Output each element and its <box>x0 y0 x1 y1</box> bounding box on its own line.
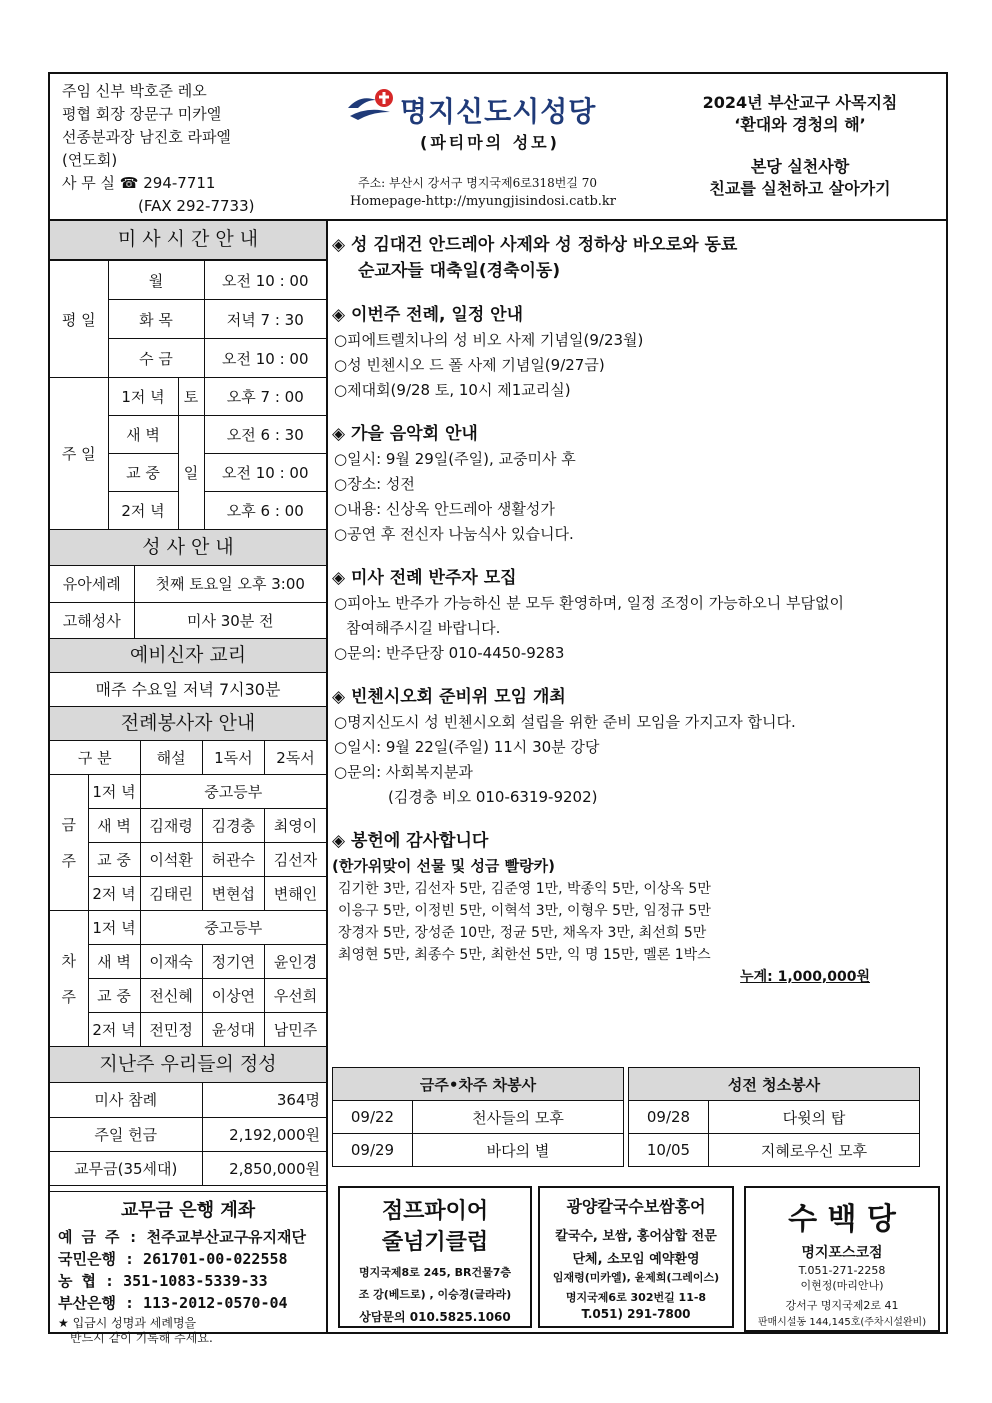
reader-2: 김선자 <box>264 843 326 877</box>
duty-date: 09/29 <box>333 1134 413 1167</box>
offering-value: 2,850,000원 <box>202 1151 326 1185</box>
church-address: 주소: 부산시 강서구 명지국제6로318번길 70 <box>358 176 597 190</box>
mass-time: 오전 10 : 00 <box>204 454 326 492</box>
ad-address: 강서구 명지국제2로 41 <box>785 1299 899 1312</box>
offering-value: 2,192,000원 <box>202 1117 326 1151</box>
liturgy-header: 1독서 <box>202 741 264 775</box>
mass-day: 화 목 <box>108 300 204 339</box>
column-divider <box>326 221 328 1334</box>
mass-time: 저녁 7 : 30 <box>204 300 326 339</box>
commentator: 이석환 <box>140 843 202 877</box>
commentator: 전신혜 <box>140 979 202 1013</box>
bank-note: ★ 입금시 성명과 세례명을 <box>58 1315 197 1330</box>
commentator: 이재숙 <box>140 945 202 979</box>
ad-branch: 명지포스코점 <box>801 1245 883 1261</box>
mass-day: 월 <box>108 261 204 300</box>
reader-1: 변현섭 <box>202 877 264 911</box>
vincent-heading: ◈ 빈첸시오회 준비위 모임 개최 <box>332 687 566 707</box>
mass-times-table <box>50 260 326 530</box>
duty-group: 천사들의 모후 <box>413 1101 624 1134</box>
liturgy-mass: 새 벽 <box>88 945 140 979</box>
commentator: 전민정 <box>140 1013 202 1047</box>
donor-line: 이응구 5만, 이정빈 5만, 이혁석 3만, 이형우 5만, 임정규 5만 <box>338 903 711 919</box>
liturgy-mass: 1저 녁 <box>88 911 140 945</box>
reader-2: 변해인 <box>264 877 326 911</box>
accompanist-heading: ◈ 미사 전례 반주자 모집 <box>332 568 517 588</box>
mass-time: 오후 6 : 00 <box>204 492 326 530</box>
mass-time: 오후 7 : 00 <box>204 378 326 416</box>
office-fax: (FAX 292-7733) <box>138 197 255 215</box>
accompanist-item: ○피아노 반주가 가능하신 분 모두 환영하며, 일정 조정이 가능하오니 부담없이 <box>334 594 844 612</box>
ad-jumpfire <box>338 1186 532 1328</box>
liturgy-mass: 교 중 <box>88 979 140 1013</box>
concert-item: ○장소: 성전 <box>334 475 415 493</box>
reader-2: 우선희 <box>264 979 326 1013</box>
concert-item: ○일시: 9월 29일(주일), 교중미사 후 <box>334 450 576 468</box>
commentator: 김태린 <box>140 877 202 911</box>
account-kb: 국민은행 : 261701-00-022558 <box>58 1249 288 1268</box>
vincent-item: ○명지신도시 성 빈첸시오회 설립을 위한 준비 모임을 가지고자 합니다. <box>334 713 796 731</box>
commentator: 김재령 <box>140 809 202 843</box>
cleaning-duty-table <box>628 1067 920 1167</box>
thanks-subtitle: (한가위맞이 선물 및 성금 빨랑카) <box>332 857 555 875</box>
sunday-label: 주 일 <box>50 378 108 530</box>
council-president: 평협 회장 장문구 미카엘 <box>62 105 222 123</box>
liturgy-header: 구 분 <box>50 741 140 775</box>
offering-value: 364명 <box>202 1083 326 1117</box>
offering-title: 지난주 우리들의 정성 <box>50 1047 326 1083</box>
thanks-heading: ◈ 봉헌에 감사합니다 <box>332 831 489 851</box>
liturgy-mass: 2저 녁 <box>88 877 140 911</box>
ad-desc: 단체, 소모임 예약환영 <box>572 1252 700 1267</box>
mass-day: 일 <box>178 416 204 530</box>
duty-date: 09/22 <box>333 1101 413 1134</box>
duty-date: 10/05 <box>629 1134 709 1167</box>
guideline-theme: ‘환대와 경청의 해’ <box>734 115 866 134</box>
concert-item: ○공연 후 전신자 나눔식사 있습니다. <box>334 525 574 543</box>
weekday-label: 평 일 <box>50 261 108 378</box>
offering-table <box>50 1083 326 1186</box>
vincent-item: ○문의: 사회복지분과 <box>334 763 473 781</box>
funeral-head: 선종분과장 남진호 라파엘 <box>62 128 231 146</box>
donation-total: 누계: 1,000,000원 <box>740 969 870 985</box>
duty-group: 바다의 별 <box>413 1134 624 1167</box>
ad-desc: 칼국수, 보쌈, 홍어삼합 전문 <box>555 1229 717 1244</box>
practice-title: 본당 실천사항 <box>750 157 850 176</box>
schedule-heading: ◈ 이번주 전례, 일정 안내 <box>332 305 524 325</box>
ad-title: 점프파이어 <box>381 1199 489 1224</box>
bulletin-frame <box>48 72 948 1345</box>
reader-2: 최영이 <box>264 809 326 843</box>
feast-title: ◈ 성 김대건 안드레아 사제와 성 정하상 바오로와 동료 <box>332 235 738 255</box>
ad-address: 명지국제6로 302번길 11-8 <box>565 1291 707 1304</box>
reader-1: 이상연 <box>202 979 264 1013</box>
ad-title: 수 백 당 <box>788 1202 896 1237</box>
this-week-label: 금 주 <box>50 775 88 911</box>
header <box>50 74 946 221</box>
ad-subaekdang <box>744 1186 940 1332</box>
reader-1: 정기연 <box>202 945 264 979</box>
vincent-item: (김경충 비오 010-6319-9202) <box>388 788 598 806</box>
next-week-label: 차 주 <box>50 911 88 1047</box>
reader-1: 윤성대 <box>202 1013 264 1047</box>
mass-time: 오전 6 : 30 <box>204 416 326 454</box>
schedule-item: ○피에트렐치나의 성 비오 사제 기념일(9/23월) <box>334 331 644 349</box>
ad-title: 줄넘기클럽 <box>381 1230 489 1255</box>
left-column <box>50 221 326 1350</box>
ad-contact: 임재령(미카엘), 윤제희(그레이스) <box>552 1271 720 1284</box>
tea-duty-title: 금주•차주 차봉사 <box>333 1068 624 1101</box>
mass-times-title: 미 사 시 간 안 내 <box>50 221 326 260</box>
ad-title: 광양칼국수보쌈홍어 <box>566 1197 706 1216</box>
duty-group: 다윗의 탑 <box>709 1101 920 1134</box>
liturgy-mass: 1저 녁 <box>88 775 140 809</box>
reader-1: 허관수 <box>202 843 264 877</box>
ad-contact: 이현정(마리안나) <box>800 1279 884 1292</box>
mass-time: 오전 10 : 00 <box>204 261 326 300</box>
donor-line: 최영현 5만, 최종수 5만, 최한선 5만, 익 명 15만, 멜론 1박스 <box>338 947 711 963</box>
liturgy-table <box>50 741 326 1048</box>
mass-name: 새 벽 <box>108 416 178 454</box>
practice-text: 친교를 실천하고 살아가기 <box>709 179 891 198</box>
accompanist-item: ○문의: 반주단장 010-4450-9283 <box>334 644 565 662</box>
mass-name: 1저 녁 <box>108 378 178 416</box>
vincent-item: ○일시: 9월 22일(주일) 11시 30분 강당 <box>334 738 600 756</box>
ad-address: 명지국제8로 245, BR건물7층 <box>359 1266 511 1279</box>
liturgy-group: 중고등부 <box>140 911 326 945</box>
accompanist-item: 참여해주시길 바랍니다. <box>346 619 501 637</box>
reader-2: 윤인경 <box>264 945 326 979</box>
pastor: 주임 신부 박호준 레오 <box>62 82 207 100</box>
ad-phone: 상담문의 010.5825.1060 <box>359 1310 511 1324</box>
offering-label: 미사 참례 <box>50 1083 202 1117</box>
sacrament-time: 첫째 토요일 오후 3:00 <box>134 566 326 602</box>
catechumen-text: 매주 수요일 저녁 7시30분 <box>50 673 326 707</box>
homepage-link[interactable]: Homepage-http://myungjisindosi.catb.kr <box>350 194 616 209</box>
mass-name: 2저 녁 <box>108 492 178 530</box>
catechumen-title: 예비신자 교리 <box>50 639 326 673</box>
concert-heading: ◈ 가을 음악회 안내 <box>332 424 478 444</box>
office-phone: 사 무 실 ☎ 294-7711 <box>62 174 216 192</box>
mass-time: 오전 10 : 00 <box>204 339 326 378</box>
guideline-title: 2024년 부산교구 사목지침 <box>702 93 898 112</box>
funeral-group: (연도회) <box>62 151 118 169</box>
concert-item: ○내용: 신상옥 안드레아 생활성가 <box>334 500 555 518</box>
liturgy-title: 전례봉사자 안내 <box>50 707 326 741</box>
mass-name: 교 중 <box>108 454 178 492</box>
sacrament-table <box>50 566 326 639</box>
church-logo-icon <box>346 86 394 126</box>
reader-2: 남민주 <box>264 1013 326 1047</box>
reader-1: 김경충 <box>202 809 264 843</box>
offering-label: 주일 헌금 <box>50 1117 202 1151</box>
schedule-item: ○제대회(9/28 토, 10시 제1교리실) <box>334 381 571 399</box>
sacrament-time: 미사 30분 전 <box>134 602 326 638</box>
liturgy-group: 중고등부 <box>140 775 326 809</box>
sacrament-name: 유아세례 <box>50 566 134 602</box>
bank-title: 교무금 은행 계좌 <box>120 1199 256 1221</box>
sacrament-title: 성 사 안 내 <box>50 530 326 566</box>
donor-line: 장경자 5만, 장성준 10만, 정균 5만, 채옥자 3만, 최선희 5만 <box>338 925 707 941</box>
ad-address-detail: 판매시설동 144,145호(주차시설완비) <box>757 1317 927 1328</box>
staff-list <box>62 80 254 218</box>
liturgy-header: 해설 <box>140 741 202 775</box>
schedule-item: ○성 빈첸시오 드 폴 사제 기념일(9/27금) <box>334 356 605 374</box>
ad-phone: T.051-271-2258 <box>798 1264 886 1277</box>
mass-day: 수 금 <box>108 339 204 378</box>
account-nh: 농 협 : 351-1083-5339-33 <box>58 1271 268 1290</box>
bank-note: 반드시 같이 기록해 주세요. <box>70 1330 213 1345</box>
tea-duty-table <box>332 1067 624 1167</box>
sacrament-name: 고해성사 <box>50 602 134 638</box>
feast-title: 순교자들 대축일(경축이동) <box>358 261 561 281</box>
liturgy-mass: 새 벽 <box>88 809 140 843</box>
account-holder: 예 금 주 : 천주교부산교구유지재단 <box>58 1227 307 1246</box>
duty-group: 지혜로우신 모후 <box>709 1134 920 1167</box>
ad-contact: 조 강(베드로) , 이승경(글라라) <box>358 1288 512 1301</box>
cleaning-duty-title: 성전 청소봉사 <box>629 1068 920 1101</box>
duty-date: 09/28 <box>629 1101 709 1134</box>
liturgy-mass: 2저 녁 <box>88 1013 140 1047</box>
ad-gwangyang <box>538 1186 734 1328</box>
church-name: 명지신도시성당 <box>400 95 597 128</box>
bank-section <box>50 1192 326 1350</box>
liturgy-mass: 교 중 <box>88 843 140 877</box>
account-busan: 부산은행 : 113-2012-0570-04 <box>58 1293 288 1312</box>
ad-phone: T.051) 291-7800 <box>581 1307 691 1321</box>
notices <box>332 232 942 988</box>
offering-label: 교무금(35세대) <box>50 1151 202 1185</box>
donor-line: 김기한 3만, 김선자 5만, 김준영 1만, 박종익 5만, 이상옥 5만 <box>338 881 711 897</box>
mass-day: 토 <box>178 378 204 416</box>
church-subtitle: (파티마의 성모) <box>420 133 560 152</box>
liturgy-header: 2독서 <box>264 741 326 775</box>
